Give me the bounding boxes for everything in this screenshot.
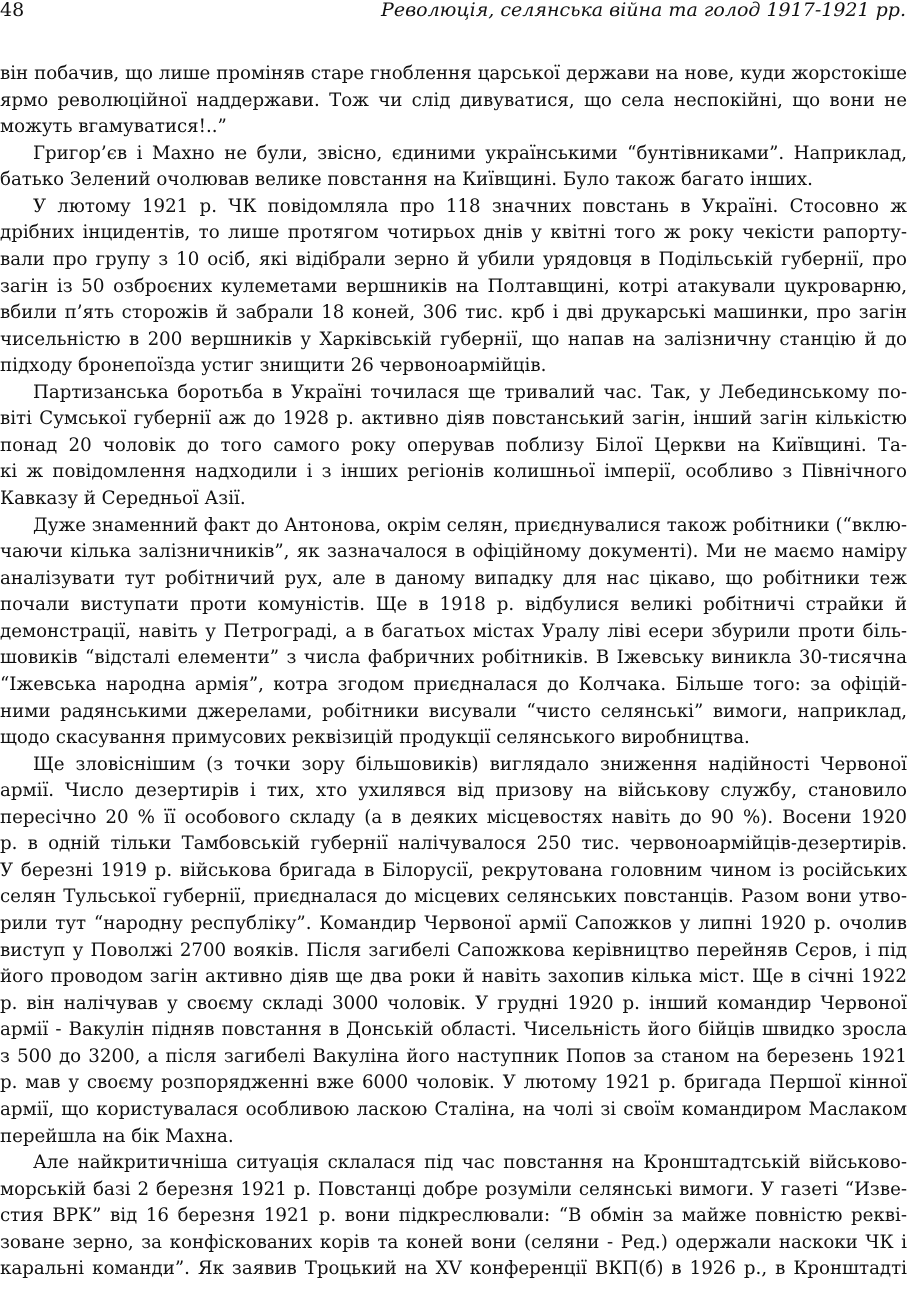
text-line: стия ВРК” від 16 березня 1921 р. вони підкреслювали: “В обмін за майже повністю рекві- bbox=[0, 1205, 907, 1227]
running-title: Революція, селянська війна та голод 1917-1921 рр. bbox=[381, 0, 906, 21]
text-line: загін із 50 озброєних кулеметами вершників на Полтавщині, котрі атакували цукроварню, bbox=[0, 275, 907, 297]
text-line: щодо скасування примусових реквізицій продукції селянського виробництва. bbox=[0, 727, 750, 749]
text-line: почали виступати проти комуністів. Ще в 1918 р. відбулися великі робітничі страйки й bbox=[0, 594, 907, 616]
text-line: р. мав у своєму розпорядженні вже 6000 чоловік. У лютому 1921 р. бригада Першої кінної bbox=[0, 1072, 907, 1094]
body-text bbox=[0, 61, 907, 1283]
text-line: чаючи кілька залізничників”, як зазначалося в офіційному документі). Ми не маємо наміру bbox=[0, 541, 907, 563]
text-line: його проводом загін активно діяв ще два роки й навіть захопив кілька міст. Ще в січні 1922 bbox=[0, 966, 907, 988]
page-number: 48 bbox=[0, 0, 25, 21]
text-line: Кавказу й Середньої Азії. bbox=[0, 488, 246, 509]
text-line: Але найкритичніша ситуація склалася під час повстання на Кронштадтській військово- bbox=[33, 1152, 907, 1174]
text-line: батько Зелений очолював велике повстання на Київщині. Було також багато інших. bbox=[0, 169, 813, 191]
text-line: можуть вгамуватися!..” bbox=[0, 116, 227, 138]
text-line: шовиків “відсталі елементи” з числа фабричних робітників. В Іжевську виникла 30-тисячна bbox=[0, 647, 907, 669]
text-line: Ще зловіснішим (з точки зору більшовиків) виглядало зниження надійності Червоної bbox=[33, 753, 907, 775]
text-line: ярмо революційної наддержави. Тож чи слід дивуватися, що села неспокійні, що вони не bbox=[0, 89, 907, 111]
text-line: перейшла на бік Махна. bbox=[0, 1125, 234, 1147]
text-line: Григор’єв і Махно не були, звісно, єдиними українськими “бунтівниками”. Наприклад, bbox=[33, 142, 907, 164]
text-line: селян Тульської губернії, приєдналася до місцевих селянських повстанців. Разом вони утво- bbox=[0, 886, 907, 908]
text-line: каральні команди”. Як заявив Троцький на XV конференції ВКП(б) в 1926 р., в Кронштадті bbox=[0, 1258, 907, 1280]
text-line: демонстрації, навіть у Петрограді, а в багатьох містах Уралу ліві есери збурили проти біль- bbox=[0, 620, 907, 642]
text-line: Дуже знаменний факт до Антонова, окрім селян, приєднувалися також робітники (“вклю- bbox=[33, 514, 907, 536]
text-line: він побачив, що лише проміняв старе гноблення царської держави на нове, куди жорстокіше bbox=[0, 63, 907, 84]
text-line: виступ у Поволжі 2700 вояків. Після загибелі Сапожкова керівництво перейняв Сєров, і під bbox=[0, 939, 907, 961]
text-line: У лютому 1921 р. ЧК повідомляла про 118 значних повстань в Україні. Стосовно ж bbox=[33, 195, 907, 217]
text-line: Партизанська боротьба в Україні точилася ще тривалий час. Так, у Лебединському по- bbox=[33, 381, 907, 403]
text-line: вали про групу з 10 осіб, які відібрали зерно й убили урядовця в Подільській губернії, про bbox=[0, 248, 907, 270]
text-line: р. в одній тільки Тамбовській губернії налічувалося 250 тис. червоноармійців-дезертирів. bbox=[0, 833, 907, 855]
text-line: “Іжевська народна армія”, котра згодом приєдналася до Колчака. Більше того: за офіцій- bbox=[0, 673, 907, 695]
text-line: р. він налічував у своєму складі 3000 чоловік. У грудні 1920 р. інший командир Червоної bbox=[0, 992, 907, 1014]
text-line: віті Сумської губернії аж до 1928 р. активно діяв повстанський загін, інший загін кількістю bbox=[0, 408, 907, 430]
text-line: армії. Число дезертирів і тих, хто ухилявся від призову на військову службу, становило bbox=[0, 780, 907, 802]
text-line: понад 20 чоловік до того самого року оперував поблизу Білої Церкви на Київщині. Та- bbox=[0, 434, 907, 456]
text-line: рили тут “народну республіку”. Командир Червоної армії Сапожков у липні 1920 р. очолив bbox=[0, 913, 907, 934]
text-line: ними радянськими джерелами, робітники висували “чисто селянські” вимоги, наприклад, bbox=[0, 700, 907, 722]
text-line: кі ж повідомлення надходили і з інших регіонів колишньої імперії, особливо з Північного bbox=[0, 461, 907, 483]
text-line: підходу бронепоїзда устиг знищити 26 червоноармійців. bbox=[0, 355, 547, 377]
text-line: чисельністю в 200 вершників у Харківській губернії, що напав на залізничну станцію й до bbox=[0, 328, 907, 350]
text-line: вбили п’ять сторожів й забрали 18 коней, 306 тис. крб і дві друкарські машинки, про загін bbox=[0, 302, 907, 324]
text-line: зоване зерно, за конфіскованих корів та коней вони (селяни - Ред.) одержали наскоки ЧК і bbox=[0, 1231, 907, 1253]
text-line: пересічно 20 % її особового складу (а в деяких місцевостях навіть до 90 %). Восени 1920 bbox=[0, 806, 907, 828]
text-line: аналізувати тут робітничий рух, але в даному випадку для нас цікаво, що робітники теж bbox=[0, 567, 907, 589]
text-line: армії, що користувалася особливою ласкою Сталіна, на чолі зі своїм командиром Маслаком bbox=[0, 1098, 907, 1120]
text-line: з 500 до 3200, а після загибелі Вакуліна його наступник Попов за станом на березень 1921 bbox=[0, 1045, 907, 1067]
text-line: дрібних інцидентів, то лише протягом чотирьох днів у квітні того ж року чекісти рапорту- bbox=[0, 222, 907, 244]
text-line: У березні 1919 р. військова бригада в Білорусії, рекрутована головним чином із російських bbox=[0, 859, 907, 881]
text-line: армії - Вакулін підняв повстання в Донській області. Чисельність його бійців швидко зросла bbox=[0, 1019, 907, 1041]
text-line: морській базі 2 березня 1921 р. Повстанці добре розуміли селянські вимоги. У газеті “Изве- bbox=[0, 1178, 907, 1200]
page-header bbox=[0, 0, 906, 26]
